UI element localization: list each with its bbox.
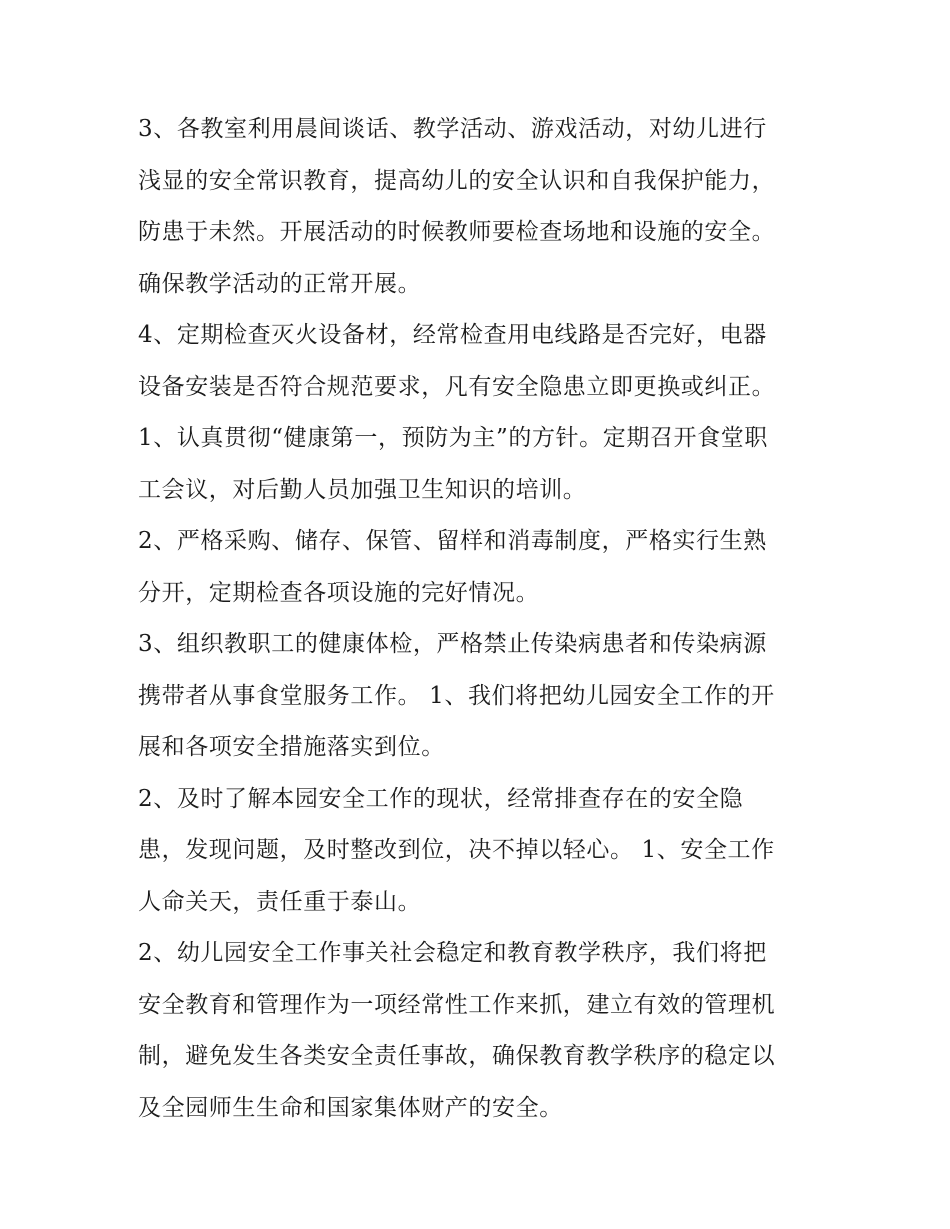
text-line: 及全园师生生命和国家集体财产的安全。 [138, 1094, 563, 1121]
text-line: 3、组织教职工的健康体检，严格禁止传染病患者和传染病源 [138, 631, 767, 657]
text-line: 分开，定期检查各项设施的完好情况。 [138, 579, 540, 606]
text-line: 1、认真贯彻“健康第一，预防为主”的方针。定期召开食堂职 [138, 425, 768, 451]
text-line: 浅显的安全常识教育，提高幼儿的安全认识和自我保护能力， [138, 167, 776, 194]
text-line: 患，发现问题，及时整改到位，决不掉以轻心。 1、安全工作 [138, 837, 775, 863]
text-line: 制，避免发生各类安全责任事故，确保教育教学秩序的稳定以 [138, 1043, 776, 1069]
text-line: 人命关天，责任重于泰山。 [138, 888, 422, 915]
text-line: 安全教育和管理作为一项经常性工作来抓，建立有效的管理机 [138, 991, 776, 1018]
text-line: 防患于未然。开展活动的时候教师要检查场地和设施的安全。 [138, 219, 776, 245]
document-body [138, 104, 818, 1134]
text-line: 展和各项安全措施落实到位。 [138, 734, 445, 760]
text-line: 携带者从事食堂服务工作。 1、我们将把幼儿园安全工作的开 [138, 682, 775, 709]
text-line: 工会议，对后勤人员加强卫生知识的培训。 [138, 476, 587, 503]
text-line: 确保教学活动的正常开展。 [138, 270, 422, 297]
text-line: 3、各教室利用晨间谈话、教学活动、游戏活动，对幼儿进行 [138, 116, 767, 142]
text-line: 设备安装是否符合规范要求，凡有安全隐患立即更换或纠正。 [138, 373, 776, 400]
text-line: 4、定期检查灭火设备材，经常检查用电线路是否完好，电器 [138, 322, 767, 348]
text-line: 2、及时了解本园安全工作的现状，经常排查存在的安全隐 [138, 785, 744, 812]
text-line: 2、幼儿园安全工作事关社会稳定和教育教学秩序，我们将把 [138, 940, 767, 966]
text-line: 2、严格采购、储存、保管、留样和消毒制度，严格实行生熟 [138, 528, 767, 554]
